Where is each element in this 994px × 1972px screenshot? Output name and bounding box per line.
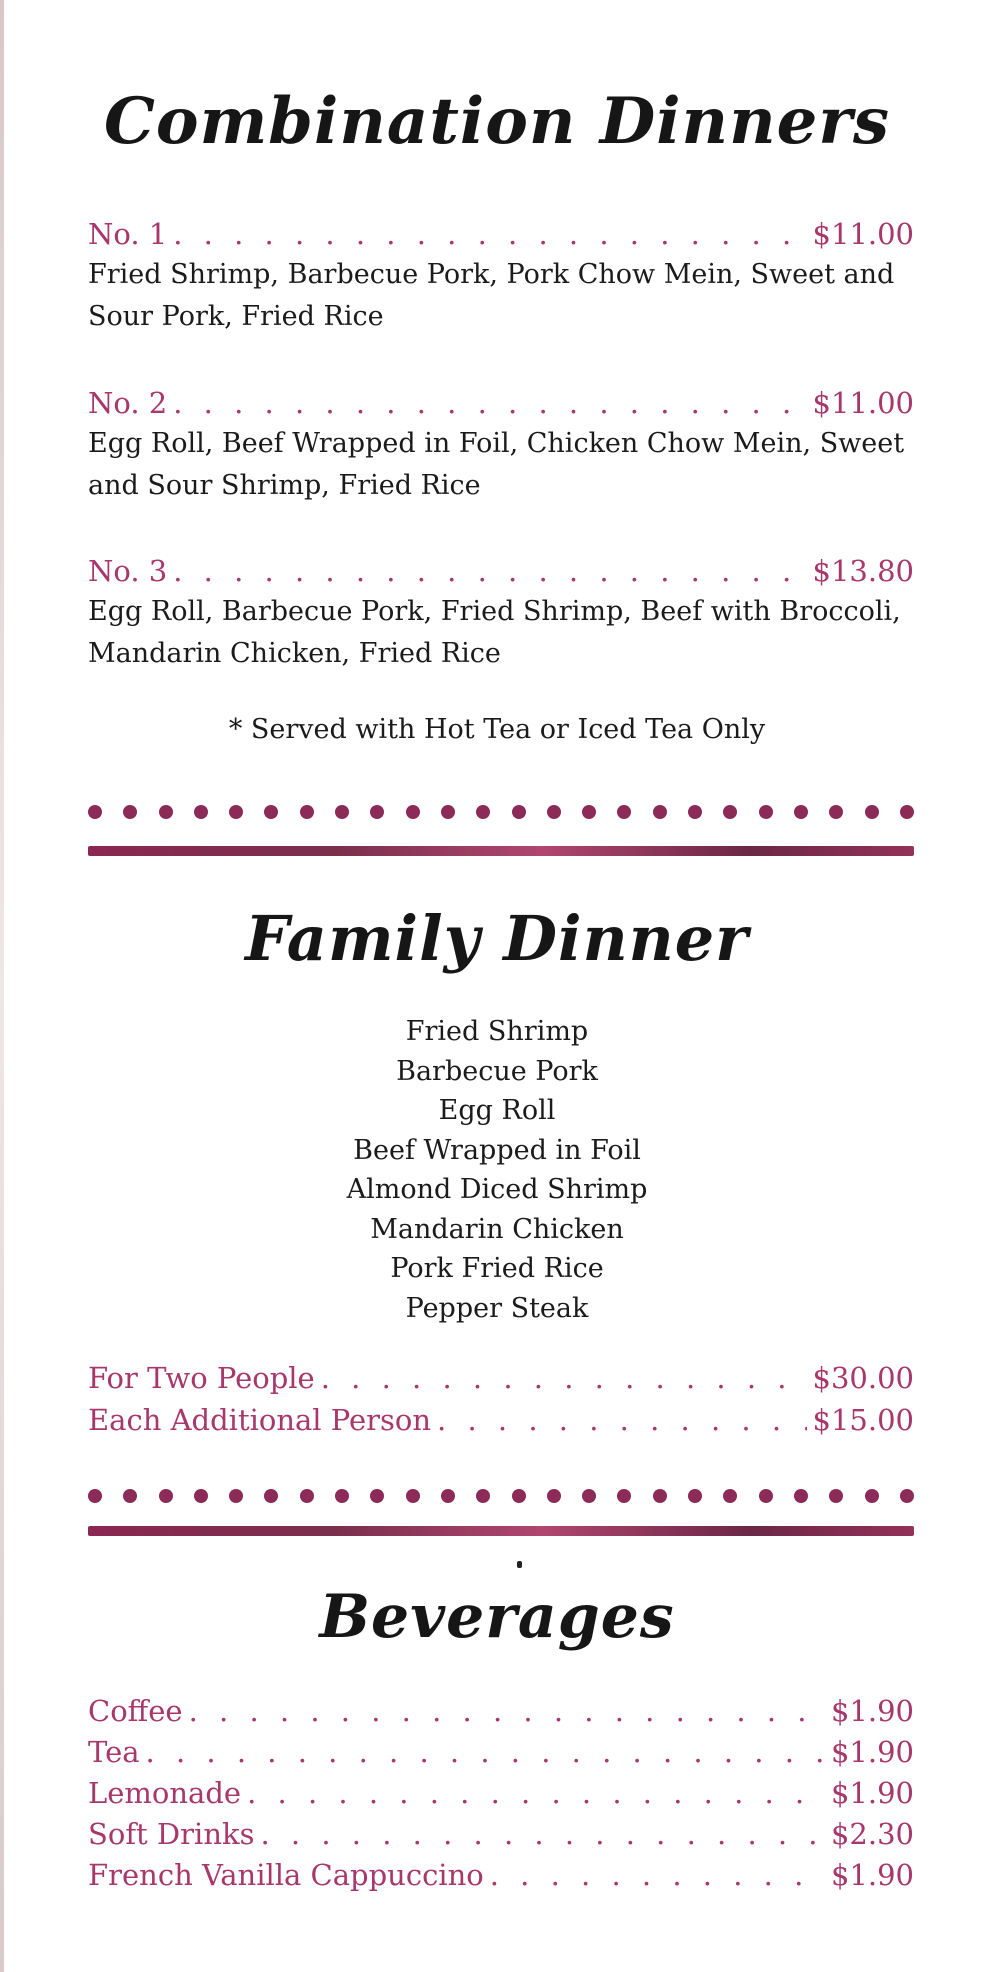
divider-dot	[582, 1489, 596, 1503]
divider-dot	[547, 805, 561, 819]
dot-leader	[260, 1814, 825, 1854]
divider-dot	[723, 805, 737, 819]
divider-dot	[441, 805, 455, 819]
divider-dot	[159, 805, 173, 819]
tea-note: * Served with Hot Tea or Iced Tea Only	[228, 714, 766, 745]
divider-dot	[88, 805, 102, 819]
combo-item-name: No. 1	[88, 217, 168, 251]
divider-dot	[194, 1489, 208, 1503]
beverage-item-2	[88, 1732, 914, 1772]
ink-speck	[517, 1561, 522, 1568]
family-dish: Fried Shrimp	[405, 1016, 589, 1047]
divider-dot	[653, 1489, 667, 1503]
divider-dot	[194, 805, 208, 819]
beverage-name: Tea	[88, 1735, 140, 1769]
beverage-price: $1.90	[830, 1694, 914, 1728]
beverage-item-3	[88, 1773, 914, 1813]
divider-dot	[794, 1489, 808, 1503]
combo-item-price: $11.00	[812, 217, 914, 251]
family-price-value: $15.00	[812, 1403, 914, 1437]
family-dinner-title: Family Dinner	[245, 902, 749, 975]
beverage-name: Coffee	[88, 1694, 183, 1728]
family-dish-list	[0, 1012, 994, 1328]
dot-divider-2	[88, 1487, 914, 1505]
dot-leader	[321, 1358, 807, 1398]
beverage-item-4	[88, 1814, 914, 1854]
divider-dot	[300, 805, 314, 819]
beverage-price: $2.30	[830, 1817, 914, 1851]
family-dish: Egg Roll	[438, 1095, 556, 1126]
divider-dot	[829, 1489, 843, 1503]
rule-divider-2	[88, 1526, 914, 1536]
beverage-item-5	[88, 1855, 914, 1895]
divider-dot	[653, 805, 667, 819]
divider-dot	[759, 1489, 773, 1503]
divider-dot	[617, 805, 631, 819]
divider-dot	[582, 805, 596, 819]
family-price-additional	[88, 1400, 914, 1440]
divider-dot	[229, 805, 243, 819]
family-price-row	[88, 1400, 914, 1440]
dot-leader	[173, 214, 806, 254]
divider-dot	[335, 805, 349, 819]
divider-dot	[900, 1489, 914, 1503]
combo-item-price-row	[88, 551, 914, 591]
dot-leader	[189, 1691, 825, 1731]
family-price-value: $30.00	[812, 1361, 914, 1395]
divider-dot	[123, 1489, 137, 1503]
divider-dot	[617, 1489, 631, 1503]
combo-item-description: Egg Roll, Barbecue Pork, Fried Shrimp, Beef with Broccoli, Mandarin Chicken, Fried Rice	[88, 596, 901, 669]
beverage-price: $1.90	[830, 1735, 914, 1769]
divider-dot	[688, 805, 702, 819]
beverage-name: Lemonade	[88, 1776, 242, 1810]
family-price-row	[88, 1358, 914, 1398]
family-price-two	[88, 1358, 914, 1398]
dot-leader	[247, 1773, 825, 1813]
divider-dot	[123, 805, 137, 819]
beverage-name: French Vanilla Cappuccino	[88, 1858, 484, 1892]
divider-dot	[406, 1489, 420, 1503]
family-dish: Almond Diced Shrimp	[346, 1174, 648, 1205]
divider-dot	[476, 805, 490, 819]
dot-leader	[173, 383, 806, 423]
combo-item-description: Egg Roll, Beef Wrapped in Foil, Chicken Chow Mein, Sweet and Sour Shrimp, Fried Rice	[88, 428, 905, 501]
beverage-price: $1.90	[830, 1776, 914, 1810]
divider-dot	[865, 1489, 879, 1503]
divider-dot	[264, 1489, 278, 1503]
divider-dot	[88, 1489, 102, 1503]
dot-divider-1	[88, 803, 914, 821]
family-dish: Barbecue Pork	[396, 1055, 598, 1087]
divider-dot	[370, 805, 384, 819]
divider-dot	[829, 805, 843, 819]
family-dish: Mandarin Chicken	[370, 1213, 624, 1245]
combo-item-name: No. 3	[88, 554, 168, 588]
combo-item-2	[88, 383, 914, 507]
combo-item-name: No. 2	[88, 386, 168, 420]
family-dish: Pork Fried Rice	[390, 1253, 604, 1284]
combo-item-price: $13.80	[812, 554, 914, 588]
beverage-item-1	[88, 1691, 914, 1731]
dot-leader	[490, 1855, 825, 1895]
combo-item-price-row	[88, 214, 914, 254]
beverage-price-row	[88, 1691, 914, 1731]
divider-dot	[900, 805, 914, 819]
combo-item-3	[88, 551, 914, 675]
divider-dot	[300, 1489, 314, 1503]
beverage-price-row	[88, 1732, 914, 1772]
family-price-label: For Two People	[88, 1361, 315, 1395]
divider-dot	[723, 1489, 737, 1503]
combo-item-price: $11.00	[812, 386, 914, 420]
family-price-label: Each Additional Person	[88, 1403, 432, 1437]
divider-dot	[865, 805, 879, 819]
beverages-title: Beverages	[319, 1582, 675, 1652]
dot-leader	[437, 1400, 806, 1440]
beverage-name: Soft Drinks	[88, 1817, 255, 1851]
combo-item-description: Fried Shrimp, Barbecue Pork, Pork Chow Mein, Sweet and Sour Pork, Fried Rice	[88, 259, 895, 332]
beverage-price: $1.90	[830, 1858, 914, 1892]
rule-divider-1	[88, 846, 914, 856]
divider-dot	[370, 1489, 384, 1503]
family-dish: Beef Wrapped in Foil	[353, 1134, 641, 1166]
divider-dot	[512, 1489, 526, 1503]
family-dish: Pepper Steak	[405, 1292, 589, 1324]
divider-dot	[794, 805, 808, 819]
divider-dot	[688, 1489, 702, 1503]
divider-dot	[547, 1489, 561, 1503]
combo-item-price-row	[88, 383, 914, 423]
divider-dot	[335, 1489, 349, 1503]
divider-dot	[476, 1489, 490, 1503]
dot-leader	[173, 551, 806, 591]
beverage-price-row	[88, 1855, 914, 1895]
divider-dot	[512, 805, 526, 819]
divider-dot	[441, 1489, 455, 1503]
divider-dot	[759, 805, 773, 819]
divider-dot	[264, 805, 278, 819]
divider-dot	[159, 1489, 173, 1503]
dot-leader	[146, 1732, 825, 1772]
combination-dinners-title: Combination Dinners	[103, 84, 891, 159]
beverage-price-row	[88, 1773, 914, 1813]
combo-item-1	[88, 214, 914, 338]
divider-dot	[406, 805, 420, 819]
beverage-price-row	[88, 1814, 914, 1854]
divider-dot	[229, 1489, 243, 1503]
